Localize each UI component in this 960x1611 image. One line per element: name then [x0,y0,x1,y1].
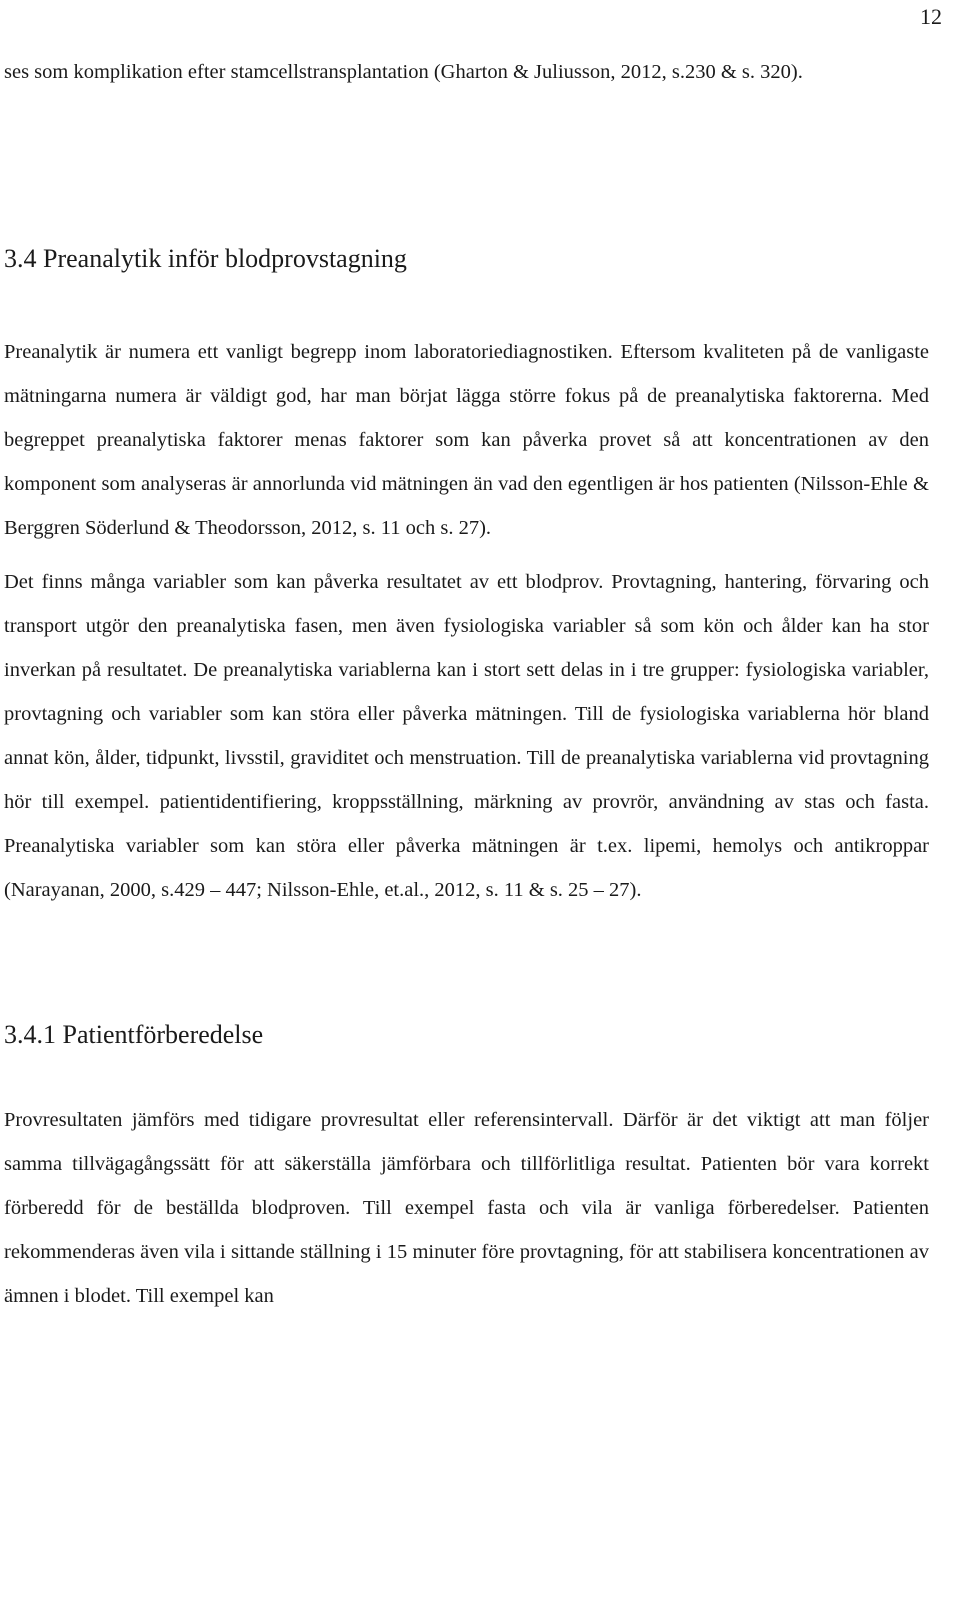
preanalytik-paragraph-2: Det finns många variabler som kan påverka resultatet av ett blodprov. Provtagning, hantering, förvaring och transport utgör den preanalytiska fasen, men även fysiologiska variabler så som kön och ålder kan ha stor inverkan på resultatet. De preanalytiska variablerna kan i stort sett delas in i tre grupper: fysiologiska variabler, provtagning och variabler som kan störa eller påverka mätningen. Till de fysiologiska variablerna hör bland annat kön, ålder, tidpunkt, livsstil, graviditet och menstruation. Till de preanalytiska variablerna vid provtagning hör till exempel. patientidentifiering, kroppsställning, märkning av provrör, användning av stas och fasta. Preanalytiska variabler som kan störa eller påverka mätningen är t.ex. lipemi, hemolys och antikroppar (Narayanan, 2000, s.429 – 447; Nilsson-Ehle, et.al., 2012, s. 11 & s. 25 – 27). [4,571,929,901]
page-number: 12 [920,4,942,29]
intro-paragraph: ses som komplikation efter stamcellstransplantation (Gharton & Juliusson, 2012, s.230 & s. 320). [4,61,803,83]
page-body [4,50,929,1318]
section-heading-3-4: 3.4 Preanalytik inför blodprovstagning [4,244,407,273]
preanalytik-paragraph-1: Preanalytik är numera ett vanligt begrepp inom laboratoriediagnostiken. Eftersom kvaliteten på de vanligaste mätningarna numera är väldigt god, har man börjat lägga större fokus på de preanalytiska faktorerna. Med begreppet preanalytiska faktorer menas faktorer som kan påverka provet så att koncentrationen av den komponent som analyseras är annorlunda vid mätningen än vad den egentligen är hos patienten (Nilsson-Ehle & Berggren Söderlund & Theodorsson, 2012, s. 11 och s. 27). [4,341,929,539]
section-heading-3-4-1: 3.4.1 Patientförberedelse [4,1020,264,1049]
patientforberedelse-paragraph: Provresultaten jämförs med tidigare provresultat eller referensintervall. Därför är det viktigt att man följer samma tillvägagångssätt för att säkerställa jämförbara och tillförlitliga resultat. Patienten bör vara korrekt förberedd för de beställda blodproven. Till exempel fasta och vila är vanliga förberedelser. Patienten rekommenderas även vila i sittande ställning i 15 minuter före provtagning, för att stabilisera koncentrationen av ämnen i blodet. Till exempel kan [4,1109,929,1307]
